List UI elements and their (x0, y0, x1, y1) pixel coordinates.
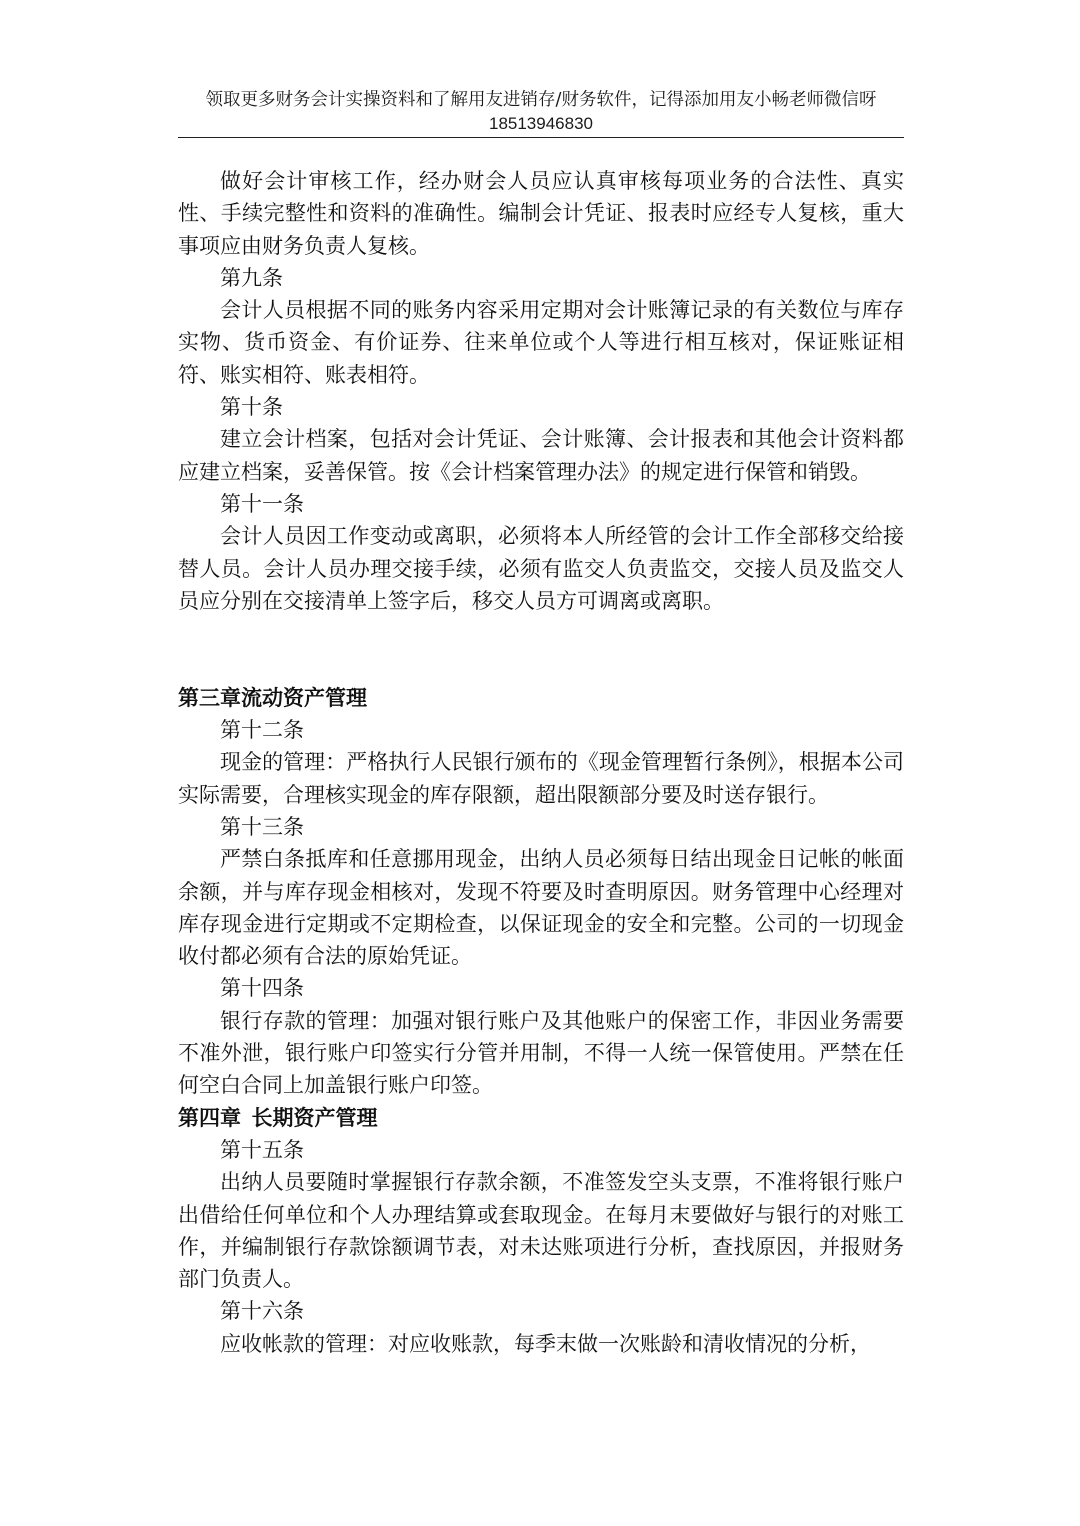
article-11-text: 会计人员因工作变动或离职，必须将本人所经管的会计工作全部移交给接替人员。会计人员办理交接手续，必须有监交人负责监交，交接人员及监交人员应分别在交接清单上签字后，移交人员方可调离或离职。 (178, 524, 904, 613)
article-15-title: 第十五条 (220, 1137, 304, 1162)
chapter-4-heading (178, 1102, 904, 1134)
document-body (178, 165, 904, 1360)
chapter-4-title: 长期资产管理 (251, 1104, 378, 1130)
article-12-title: 第十二条 (220, 718, 304, 743)
header-phone-number: 18513946830 (488, 114, 593, 133)
paragraph-audit: 做好会计审核工作，经办财会人员应认真审核每项业务的合法性、真实性、手续完整性和资料的准确性。编制会计凭证、报表时应经专人复核，重大事项应由财务负责人复核。 (178, 169, 904, 258)
page-header (178, 88, 904, 136)
article-10-title: 第十条 (220, 395, 283, 420)
article-12-text: 现金的管理：严格执行人民银行颁布的《现金管理暂行条例》，根据本公司实际需要，合理核实现金的库存限额，超出限额部分要及时送存银行。 (178, 750, 904, 807)
header-divider (178, 137, 904, 138)
article-13-text: 严禁白条抵库和任意挪用现金，出纳人员必须每日结出现金日记帐的帐面余额，并与库存现金相核对，发现不符要及时查明原因。财务管理中心经理对库存现金进行定期或不定期检查，以保证现金的安全和完整。公司的一切现金收付都必须有合法的原始凭证。 (178, 847, 904, 969)
article-14-text: 银行存款的管理：加强对银行账户及其他账户的保密工作，非因业务需要不准外泄，银行账户印签实行分管并用制，不得一人统一保管使用。严禁在任何空白合同上加盖银行账户印签。 (178, 1008, 904, 1098)
article-9-text: 会计人员根据不同的账务内容采用定期对会计账簿记录的有关数位与库存实物、货币资金、有价证券、往来单位或个人等进行相互核对，保证账证相符、账实相符、账表相符。 (178, 298, 904, 387)
article-11-title: 第十一条 (220, 491, 304, 516)
blank-space (178, 617, 904, 682)
article-14-title: 第十四条 (220, 976, 304, 1001)
chapter-4-number: 第四章 (178, 1104, 241, 1130)
article-10-text: 建立会计档案，包括对会计凭证、会计账簿、会计报表和其他会计资料都应建立档案，妥善保管。按《会计档案管理办法》的规定进行保管和销毁。 (178, 427, 904, 484)
article-9-title: 第九条 (220, 265, 283, 290)
article-16-title: 第十六条 (220, 1299, 304, 1324)
article-15-text: 出纳人员要随时掌握银行存款余额，不准签发空头支票，不准将银行账户出借给任何单位和个人办理结算或套取现金。在每月末要做好与银行的对账工作，并编制银行存款馀额调节表，对未达账项进行分析，查找原因，并报财务部门负责人。 (178, 1170, 904, 1292)
article-16-text: 应收帐款的管理：对应收账款，每季末做一次账龄和清收情况的分析， (220, 1331, 871, 1356)
header-promo-text: 领取更多财务会计实操资料和了解用友进销存/财务软件，记得添加用友小畅老师微信呀 (205, 90, 877, 110)
chapter-3-heading: 第三章流动资产管理 (178, 684, 367, 710)
article-13-title: 第十三条 (220, 814, 304, 839)
